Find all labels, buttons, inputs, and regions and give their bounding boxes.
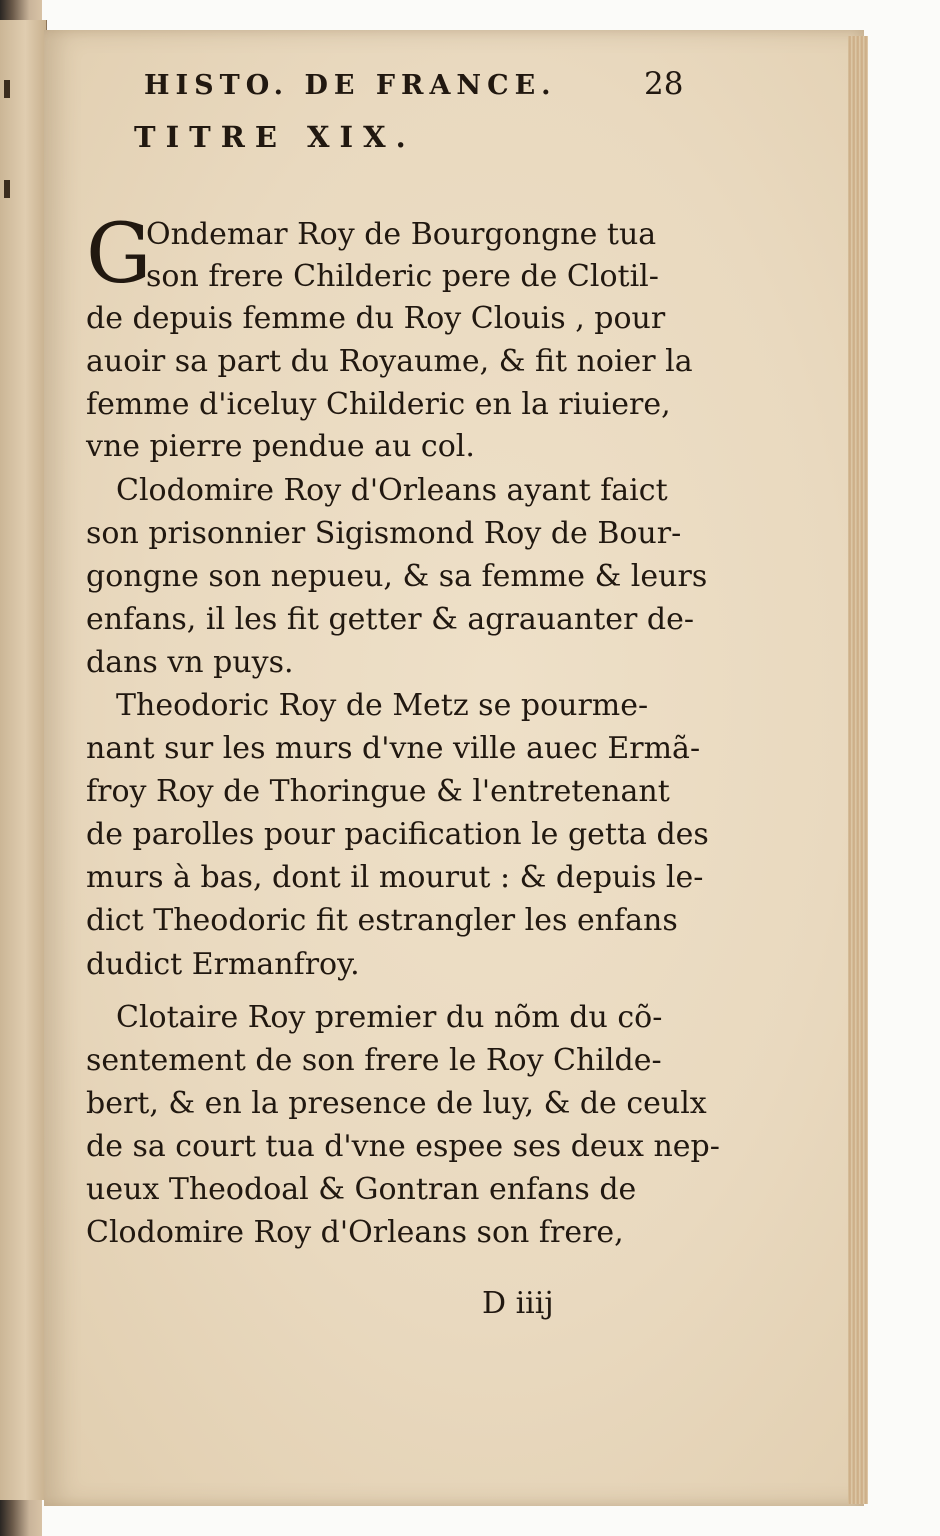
- text-line: froy Roy de Thoringue & l'entretenant: [86, 774, 670, 809]
- ink-mark: [4, 80, 10, 98]
- text-line: de sa court tua d'vne espee ses deux nep-: [86, 1129, 720, 1164]
- text-line: ueux Theodoal & Gontran enfans de: [86, 1172, 637, 1207]
- text-line: gongne son nepueu, & sa femme & leurs: [86, 559, 708, 594]
- text-line: nant sur les murs d'vne ville auec Ermã-: [86, 731, 701, 766]
- text-line: dans vn puys.: [86, 645, 294, 680]
- text-line: dict Theodoric fit estrangler les enfans: [86, 903, 678, 938]
- text-line: Clodomire Roy d'Orleans son frere,: [86, 1215, 624, 1250]
- text-line: murs à bas, dont il mourut : & depuis le-: [86, 860, 704, 895]
- text-line: Clodomire Roy d'Orleans ayant faict: [116, 473, 668, 508]
- text-line: Ondemar Roy de Bourgongne tua: [146, 217, 657, 252]
- text-line: Clotaire Roy premier du nõm du cõ-: [116, 1000, 663, 1035]
- text-line: femme d'iceluy Childeric en la riuiere,: [86, 387, 671, 422]
- signature-mark: D iiij: [482, 1286, 554, 1321]
- text-line: vne pierre pendue au col.: [86, 429, 475, 464]
- text-line: auoir sa part du Royaume, & fit noier la: [86, 344, 693, 379]
- section-title: TITRE XIX.: [134, 120, 416, 154]
- page-number: 28: [644, 66, 684, 102]
- text-line: Theodoric Roy de Metz se pourme-: [116, 688, 649, 723]
- text-line: son frere Childeric pere de Clotil-: [146, 259, 659, 294]
- facing-page-edge: [0, 20, 47, 1500]
- text-line: de depuis femme du Roy Clouis , pour: [86, 301, 666, 336]
- text-line: sentement de son frere le Roy Childe-: [86, 1043, 662, 1078]
- text-line: dudict Ermanfroy.: [86, 947, 360, 982]
- text-line: enfans, il les fit getter & agrauanter de-: [86, 602, 695, 637]
- running-title: HISTO. DE FRANCE.: [144, 70, 557, 101]
- ink-mark: [4, 180, 10, 198]
- text-line: son prisonnier Sigismond Roy de Bour-: [86, 516, 682, 551]
- text-line: bert, & en la presence de luy, & de ceulx: [86, 1086, 707, 1121]
- drop-cap: G: [86, 207, 152, 302]
- text-line: de parolles pour pacification le getta des: [86, 817, 709, 852]
- page-stack-edge: [848, 36, 868, 1504]
